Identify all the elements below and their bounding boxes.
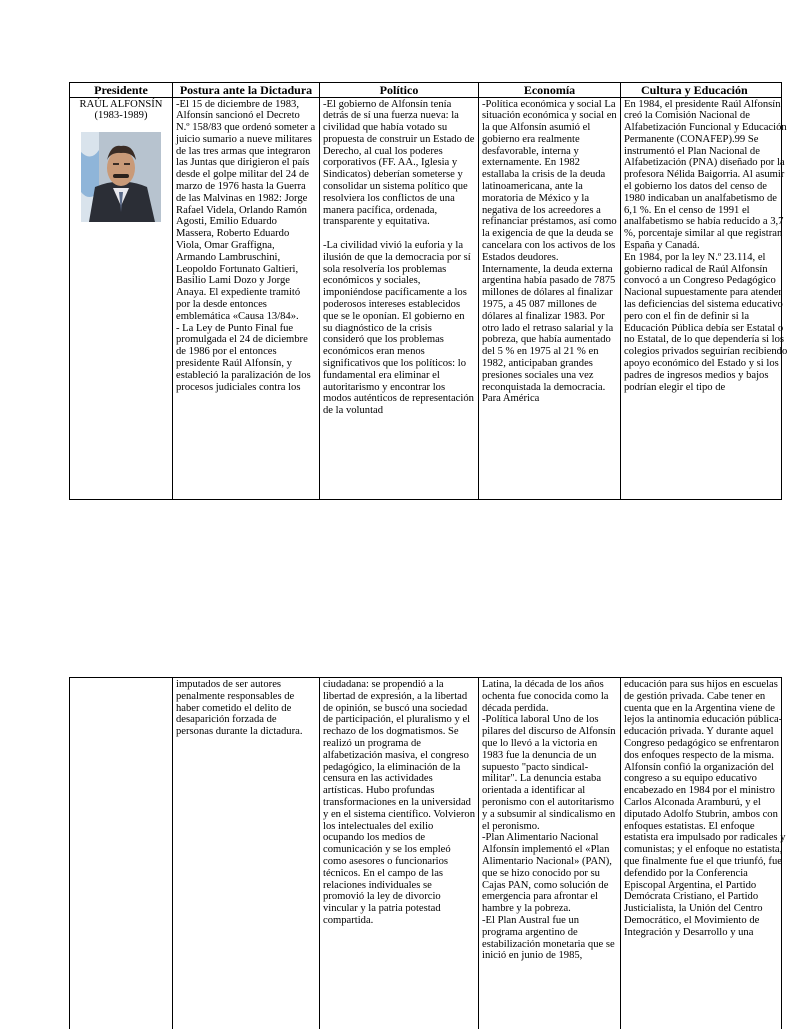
economia-paragraph: -Política laboral Uno de los pilares del discurso de Alfonsín que lo llevó a la victoria en 1983 fue la denuncia de un supuesto "pacto sindical-militar". La denuncia estaba orientada a identificar al peronismo con el autoritarismo y a subsumir al sindicalismo en el peronismo. bbox=[482, 714, 617, 832]
header-cultura: Cultura y Educación bbox=[621, 83, 782, 98]
president-cell bbox=[70, 97, 173, 499]
cultura-paragraph: En 1984, el presidente Raúl Alfonsín creó la Comisión Nacional de Alfabetización Funcional y Educación Permanente (CONAFEP).99 Se instrumentó el Plan Nacional de Alfabetización (PNA) diseñado por la profesora Nélida Baigorria. Al asumir el gobierno los datos del censo de 1980 indicaban un analfabetismo de 6,1 %. En el censo de 1991 el analfabetismo se había reducido a 3,7 %, porcentaje similar al que registran España y Canadá. bbox=[624, 99, 789, 252]
postura-cell bbox=[173, 97, 320, 499]
president-years: (1983-1989) bbox=[73, 110, 169, 122]
table-row bbox=[70, 678, 782, 1029]
president-name: RAÚL ALFONSÍN bbox=[73, 99, 169, 111]
postura-paragraph: -El 15 de diciembre de 1983, Alfonsín sancionó el Decreto N.º 158/83 que ordenó someter a juicio sumario a nueve militares de las tres armas que integraron las Juntas que dirigieron el país desde el golpe militar del 24 de marzo de 1976 hasta la Guerra de las Malvinas en 1982: Jorge Rafael Videla, Orlando Ramón Agosti, Emilio Eduardo Massera, Roberto Eduardo Viola, Omar Graffigna, Armando Lambruschini, Leopoldo Fortunato Galtieri, Basilio Lami Dozo y Jorge Anaya. El expediente tramitó por la desde entonces emblemática «Causa 13/84». bbox=[176, 99, 316, 323]
politico-paragraph: -La civilidad vivió la euforia y la ilusión de que la democracia por sí sola resolvería los problemas económicos y sociales, imponiéndose pacíficamente a los poderosos intereses establecidos que se le oponían. El gobierno en su diagnóstico de la crisis consideró que los problemas económicos eran menos significativos que los políticos: lo fundamental era eliminar el autoritarismo y encontrar los modos auténticos de representación de la voluntad bbox=[323, 240, 475, 417]
politico-cell bbox=[320, 678, 479, 1029]
postura-paragraph: imputados de ser autores penalmente responsables de haber cometido el delito de desaparición forzada de personas durante la dictadura. bbox=[176, 679, 316, 738]
cultura-cell bbox=[621, 678, 782, 1029]
table-row bbox=[70, 97, 782, 499]
president-portrait-image bbox=[81, 132, 161, 222]
header-row bbox=[70, 83, 782, 98]
postura-paragraph: - La Ley de Punto Final fue promulgada el 24 de diciembre de 1986 por el entonces presidente Raúl Alfonsín, y estableció la paralización de los procesos judiciales contra los bbox=[176, 323, 316, 394]
politico-cell bbox=[320, 97, 479, 499]
economia-cell bbox=[479, 97, 621, 499]
comparison-table-page-2 bbox=[69, 677, 782, 1029]
header-postura: Postura ante la Dictadura bbox=[173, 83, 320, 98]
politico-paragraph: -El gobierno de Alfonsín tenía detrás de sí una fuerza nueva: la civilidad que había votado su propuesta de construir un Estado de Derecho, al cual los poderes corporativos (FF. AA., Iglesia y Sindicatos) deberían someterse y consolidar un sistema político que resolviera los conflictos de una manera pacífica, ordenada, transparente y equitativa. bbox=[323, 99, 475, 229]
politico-spacer bbox=[323, 228, 475, 240]
cultura-paragraph: En 1984, por la ley N.º 23.114, el gobierno radical de Raúl Alfonsín convocó a un Congreso Pedagógico Nacional supuestamente para atender las deficiencias del sistema educativo pero con el fin de definir si la Educación Pública debía ser Estatal o no Estatal, de lo que dependería si los colegios privados seguirían recibiendo apoyo económico del Estado y si los padres de ingresos medios y bajos podrían elegir el tipo de bbox=[624, 252, 789, 394]
cultura-cell bbox=[621, 97, 782, 499]
header-economia: Economía bbox=[479, 83, 621, 98]
president-cell-empty bbox=[70, 678, 173, 1029]
header-presidente: Presidente bbox=[70, 83, 173, 98]
economia-paragraph: -Política económica y social La situación económica y social en la que Alfonsín asumió el gobierno era realmente desfavorable, interna y externamente. En 1982 estallaba la crisis de la deuda latinoamericana, ante la moratoria de México y la negativa de los acreedores a refinanciar préstamos, así como la exigencia de que la deuda se cancelara con los activos de los Estados deudores. Internamente, la deuda externa argentina había pasado de 7875 millones de dólares al finalizar 1975, a 45 087 millones de dólares al finalizar 1983. Por otro lado el retraso salarial y la pobreza, que había aumentado del 5 % en 1975 al 21 % en 1982, anticipaban grandes presiones sociales una vez reconquistada la democracia. Para América bbox=[482, 99, 617, 406]
economia-paragraph: -Plan Alimentario Nacional Alfonsín implementó el «Plan Alimentario Nacional» (PAN), que se hizo conocido por su Cajas PAN, como solución de emergencia para afrontar el hambre y la pobreza. bbox=[482, 832, 617, 915]
economia-paragraph: Latina, la década de los años ochenta fue conocida como la década perdida. bbox=[482, 679, 617, 714]
header-politico: Político bbox=[320, 83, 479, 98]
politico-paragraph: ciudadana: se propendió a la libertad de expresión, a la libertad de opinión, se buscó una sociedad de participación, el pluralismo y el rechazo de los dogmatismos. Se realizó un programa de alfabetización masiva, el congreso pedagógico, la eliminación de la censura en las actividades artísticas. Hubo profundas transformaciones en la universidad y en el sistema científico. Volvieron los intelectuales del exilio ocupando los medios de comunicación y se los empleó como asesores o funcionarios técnicos. En el campo de las relaciones individuales se promovió la ley de divorcio vincular y la patria potestad compartida. bbox=[323, 679, 475, 927]
economia-paragraph: -El Plan Austral fue un programa argentino de estabilización monetaria que se inició en junio de 1985, bbox=[482, 915, 617, 962]
economia-cell bbox=[479, 678, 621, 1029]
comparison-table-page-1 bbox=[69, 82, 782, 500]
postura-cell bbox=[173, 678, 320, 1029]
cultura-paragraph: educación para sus hijos en escuelas de gestión privada. Cabe tener en cuenta que en la Argentina viene de lejos la antinomia educación pública-educación privada. Y durante aquel Congreso pedagógico se enfrentaron dos enfoques respecto de la misma. Alfonsín confió la organización del congreso a su equipo educativo encabezado en 1984 por el ministro Carlos Alconada Aramburú, y el diputado Adolfo Stubrin, ambos con enfoques estatistas. El enfoque estatista era impulsado por radicales y comunistas; y el enfoque no estatista, que finalmente fue el que triunfó, fue defendido por la Conferencia Episcopal Argentina, el Partido Demócrata Cristiano, el Partido Justicialista, la Unión del Centro Democrático, el Movimiento de Integración y Desarrollo y una bbox=[624, 679, 789, 939]
